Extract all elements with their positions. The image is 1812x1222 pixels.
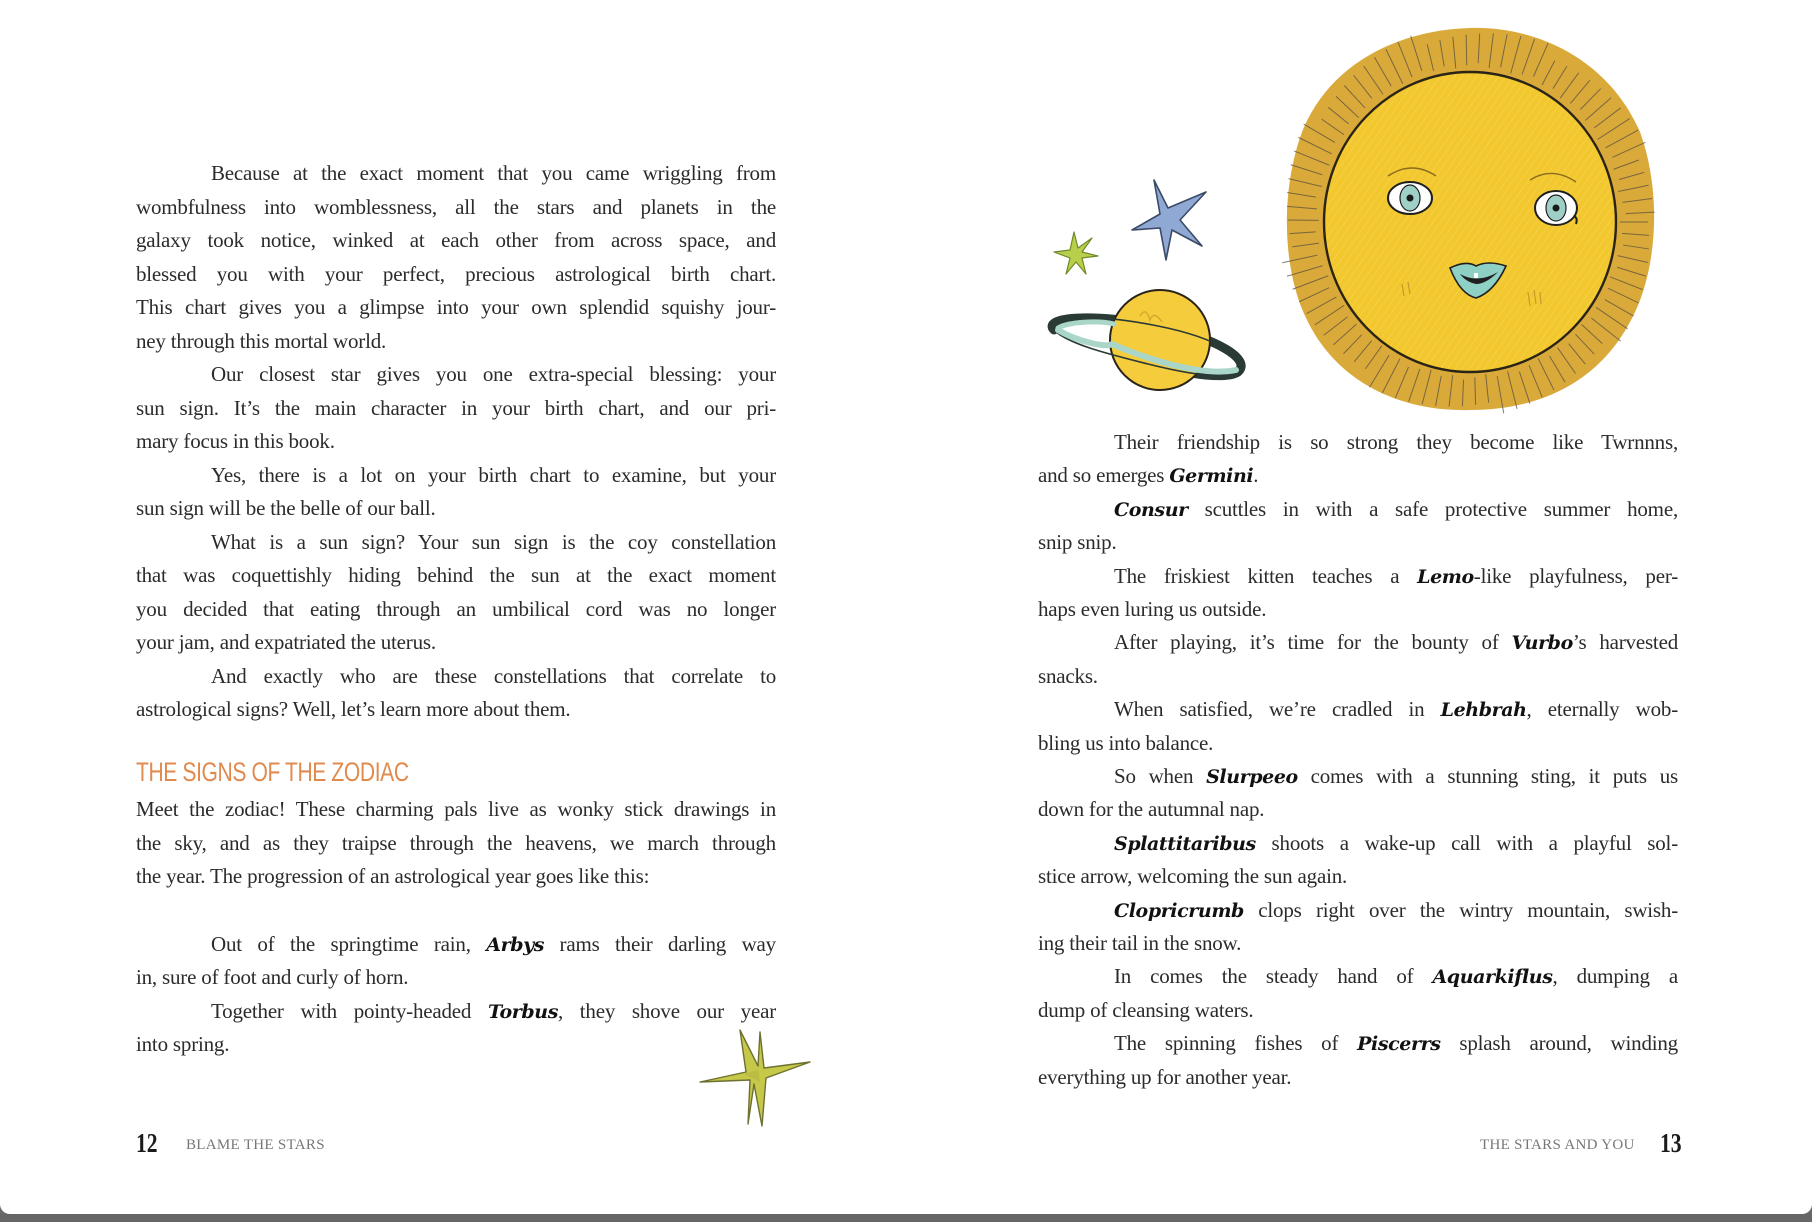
text-line [211, 160, 776, 186]
text-segment: into spring. [136, 1031, 230, 1056]
text-segment: Out of the springtime rain, [211, 932, 487, 956]
blue-star-icon [1130, 178, 1212, 262]
text-line [136, 596, 776, 622]
text-line [136, 964, 776, 990]
text-segment: The friskiest kitten teaches a [1114, 563, 1418, 588]
text-segment: rams their darling way [544, 932, 776, 956]
sun-ray [1466, 35, 1467, 66]
text-line [211, 462, 776, 488]
text-line [136, 830, 776, 856]
text-line [136, 863, 776, 889]
text-line [1114, 629, 1678, 655]
text-segment: , they shove our year [558, 998, 776, 1023]
text-line [1038, 1064, 1678, 1090]
olive-star-icon [698, 1028, 812, 1128]
text-segment: ney through this mortal world. [136, 328, 387, 353]
text-segment: ’s harvested [1572, 630, 1678, 655]
text-segment: sun sign will be the belle of our ball. [136, 496, 436, 520]
text-segment: stice arrow, welcoming the sun again. [1038, 864, 1348, 889]
text-segment: everything up for another year. [1038, 1064, 1292, 1089]
text-line [136, 227, 776, 253]
text-segment: -like playfulness, per- [1473, 563, 1678, 588]
text-line [1038, 796, 1678, 822]
text-segment: Yes, there is a lot on your birth chart to examine, but your [211, 462, 776, 487]
text-line [1114, 496, 1678, 522]
text-line [136, 1031, 776, 1057]
text-segment: scuttles in with a safe protective summer home, [1187, 496, 1678, 521]
text-line [136, 395, 776, 421]
text-line [136, 428, 776, 454]
text-line [1114, 830, 1678, 856]
text-line [1114, 897, 1678, 923]
text-segment: sun sign. It’s the main character in your birth chart, and our pri- [136, 395, 776, 420]
planet-icon [1048, 286, 1248, 392]
text-segment: bling us into balance. [1038, 730, 1214, 755]
text-line [211, 998, 776, 1024]
text-segment: , eternally wob- [1526, 697, 1678, 722]
text-segment: the sky, and as they traipse through the heavens, we march through [136, 830, 776, 855]
zodiac-sign-name: Arbys [486, 934, 545, 956]
page-number-left: 12 [136, 1128, 158, 1158]
zodiac-sign-name: Splattitaribus [1114, 832, 1256, 855]
text-segment: Together with pointy-headed [211, 998, 488, 1023]
text-segment: dump of cleansing waters. [1038, 997, 1254, 1022]
text-segment: Our closest star gives you one extra-special blessing: your [211, 362, 776, 386]
text-segment: , dumping a [1552, 964, 1678, 989]
text-segment: galaxy took notice, winked at each other from across space, and [136, 228, 776, 252]
text-line [211, 663, 776, 689]
running-head-right: THE STARS AND YOU [1480, 1137, 1635, 1153]
text-segment: down for the autumnal nap. [1038, 797, 1265, 822]
text-segment: comes with a stunning sting, it puts us [1297, 764, 1678, 788]
zodiac-sign-name: Aquarkiflus [1432, 966, 1553, 989]
text-segment: haps even luring us outside. [1038, 597, 1267, 621]
text-line [1038, 930, 1678, 956]
text-segment: The spinning fishes of [1114, 1031, 1358, 1056]
text-line [1114, 429, 1678, 455]
zodiac-sign-name: Torbus [487, 1000, 558, 1023]
text-line [136, 629, 776, 655]
text-segment: the year. The progression of an astrological year goes like this: [136, 864, 650, 888]
text-segment: in, sure of foot and curly of horn. [136, 965, 409, 990]
zodiac-sign-name: Piscerrs [1357, 1033, 1441, 1056]
text-line [1038, 663, 1678, 689]
text-segment: clops right over the wintry mountain, swish- [1243, 897, 1678, 922]
text-line [1038, 462, 1678, 488]
zodiac-sign-name: Vurbo [1511, 632, 1573, 655]
zodiac-sign-name: Lemo [1417, 565, 1474, 588]
text-line [1038, 529, 1678, 555]
text-segment: And exactly who are these constellations that correlate to [211, 663, 776, 688]
text-line [136, 261, 776, 287]
text-line [211, 361, 776, 387]
text-line [136, 294, 776, 320]
zodiac-sign-name: Germini [1169, 465, 1254, 488]
text-line [1038, 730, 1678, 756]
text-segment: astrological signs? Well, let’s learn more about them. [136, 697, 571, 721]
text-segment: Because at the exact moment that you came wriggling from [211, 161, 776, 185]
text-line [136, 194, 776, 220]
text-segment: that was coquettishly hiding behind the sun at the exact moment [136, 563, 776, 587]
zodiac-sign-name: Slurpeeo [1206, 766, 1298, 788]
text-segment: snip snip. [1038, 530, 1117, 555]
text-line [1114, 1030, 1678, 1056]
text-segment: mary focus in this book. [136, 429, 335, 453]
text-line [1038, 596, 1678, 622]
text-segment: This chart gives you a glimpse into your own splendid squishy jour- [136, 295, 776, 319]
text-line [1114, 963, 1678, 989]
text-line [1114, 563, 1678, 589]
sun-face-illustration [1280, 22, 1660, 414]
text-line [136, 495, 776, 521]
text-line [1038, 863, 1678, 889]
text-segment: Meet the zodiac! These charming pals live as wonky stick drawings in [136, 797, 776, 821]
zodiac-sign-name: Lehbrah [1440, 699, 1527, 722]
green-star-icon [1052, 230, 1100, 278]
text-line [1114, 763, 1678, 789]
text-line [211, 931, 776, 957]
text-line [136, 328, 776, 354]
text-segment: Their friendship is so strong they become like Twrnnns, [1114, 430, 1678, 454]
text-segment: shoots a wake-up call with a playful sol- [1255, 830, 1678, 855]
page-number-right: 13 [1660, 1128, 1682, 1158]
text-segment: snacks. [1038, 663, 1098, 688]
text-segment: ing their tail in the snow. [1038, 931, 1242, 955]
zodiac-sign-name: Consur [1114, 498, 1188, 521]
text-segment: In comes the steady hand of [1114, 964, 1433, 989]
text-line [136, 696, 776, 722]
viewer-bottom-bar [0, 1214, 1812, 1222]
text-segment: splash around, winding [1440, 1031, 1678, 1056]
text-segment: and so emerges [1038, 463, 1170, 488]
text-segment: What is a sun sign? Your sun sign is the coy constellation [211, 529, 776, 554]
text-line [1038, 997, 1678, 1023]
text-segment: So when [1114, 764, 1207, 788]
text-segment: After playing, it’s time for the bounty of [1114, 630, 1512, 655]
running-head-left: BLAME THE STARS [186, 1137, 325, 1153]
text-line [211, 529, 776, 555]
text-segment: you decided that eating through an umbilical cord was no longer [136, 596, 776, 621]
zodiac-sign-name: Clopricrumb [1114, 899, 1244, 922]
text-segment: wombfulness into womblessness, all the stars and planets in the [136, 194, 776, 219]
text-line [136, 562, 776, 588]
text-segment: your jam, and expatriated the uterus. [136, 630, 436, 654]
text-segment: When satisfied, we’re cradled in [1114, 697, 1441, 722]
text-segment: . [1253, 463, 1259, 488]
text-line [136, 796, 776, 822]
text-line [1114, 696, 1678, 722]
text-segment: blessed you with your perfect, precious astrological birth chart. [136, 261, 776, 286]
section-heading: THE SIGNS OF THE ZODIAC [136, 757, 409, 787]
